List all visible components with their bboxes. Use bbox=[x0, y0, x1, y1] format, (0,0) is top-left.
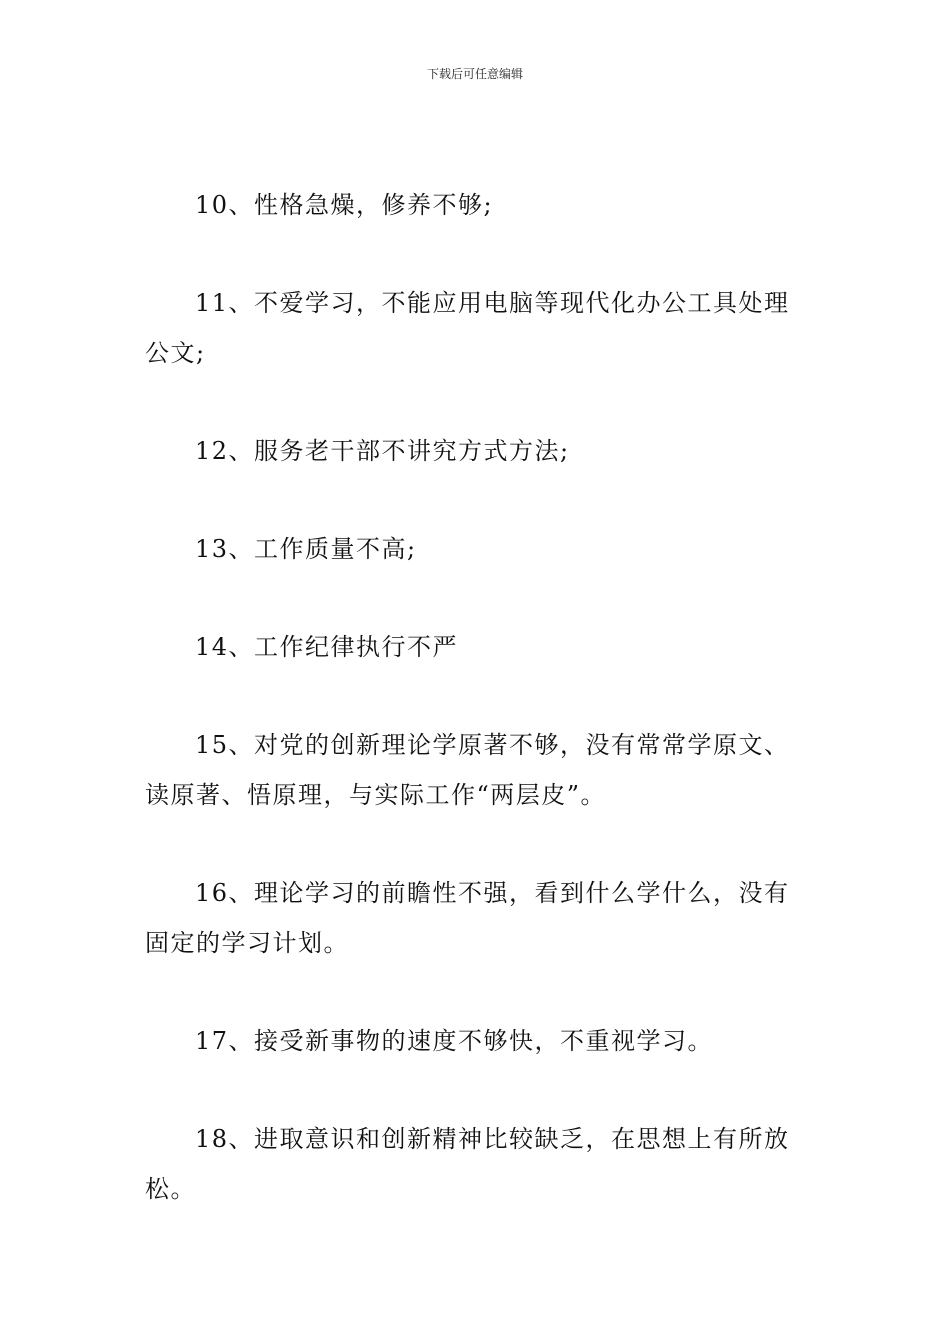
list-item: 14、工作纪律执行不严 bbox=[195, 633, 459, 661]
list-item: 17、接受新事物的速度不够快，不重视学习。 bbox=[195, 1027, 714, 1055]
list-item: 10、性格急燥，修养不够; bbox=[195, 191, 494, 219]
document-body bbox=[145, 180, 810, 1214]
list-item: 11、不爱学习，不能应用电脑等现代化办公工具处理公文; bbox=[145, 289, 790, 367]
list-item: 15、对党的创新理论学原著不够，没有常常学原文、读原著、悟原理，与实际工作“两层皮”。 bbox=[145, 731, 790, 809]
list-item: 18、进取意识和创新精神比较缺乏，在思想上有所放松。 bbox=[145, 1125, 790, 1203]
header-note: 下载后可任意编辑 bbox=[426, 67, 523, 81]
list-item: 16、理论学习的前瞻性不强，看到什么学什么，没有固定的学习计划。 bbox=[145, 879, 790, 957]
list-item: 12、服务老干部不讲究方式方法; bbox=[195, 437, 570, 465]
list-item: 13、工作质量不高; bbox=[195, 535, 417, 563]
